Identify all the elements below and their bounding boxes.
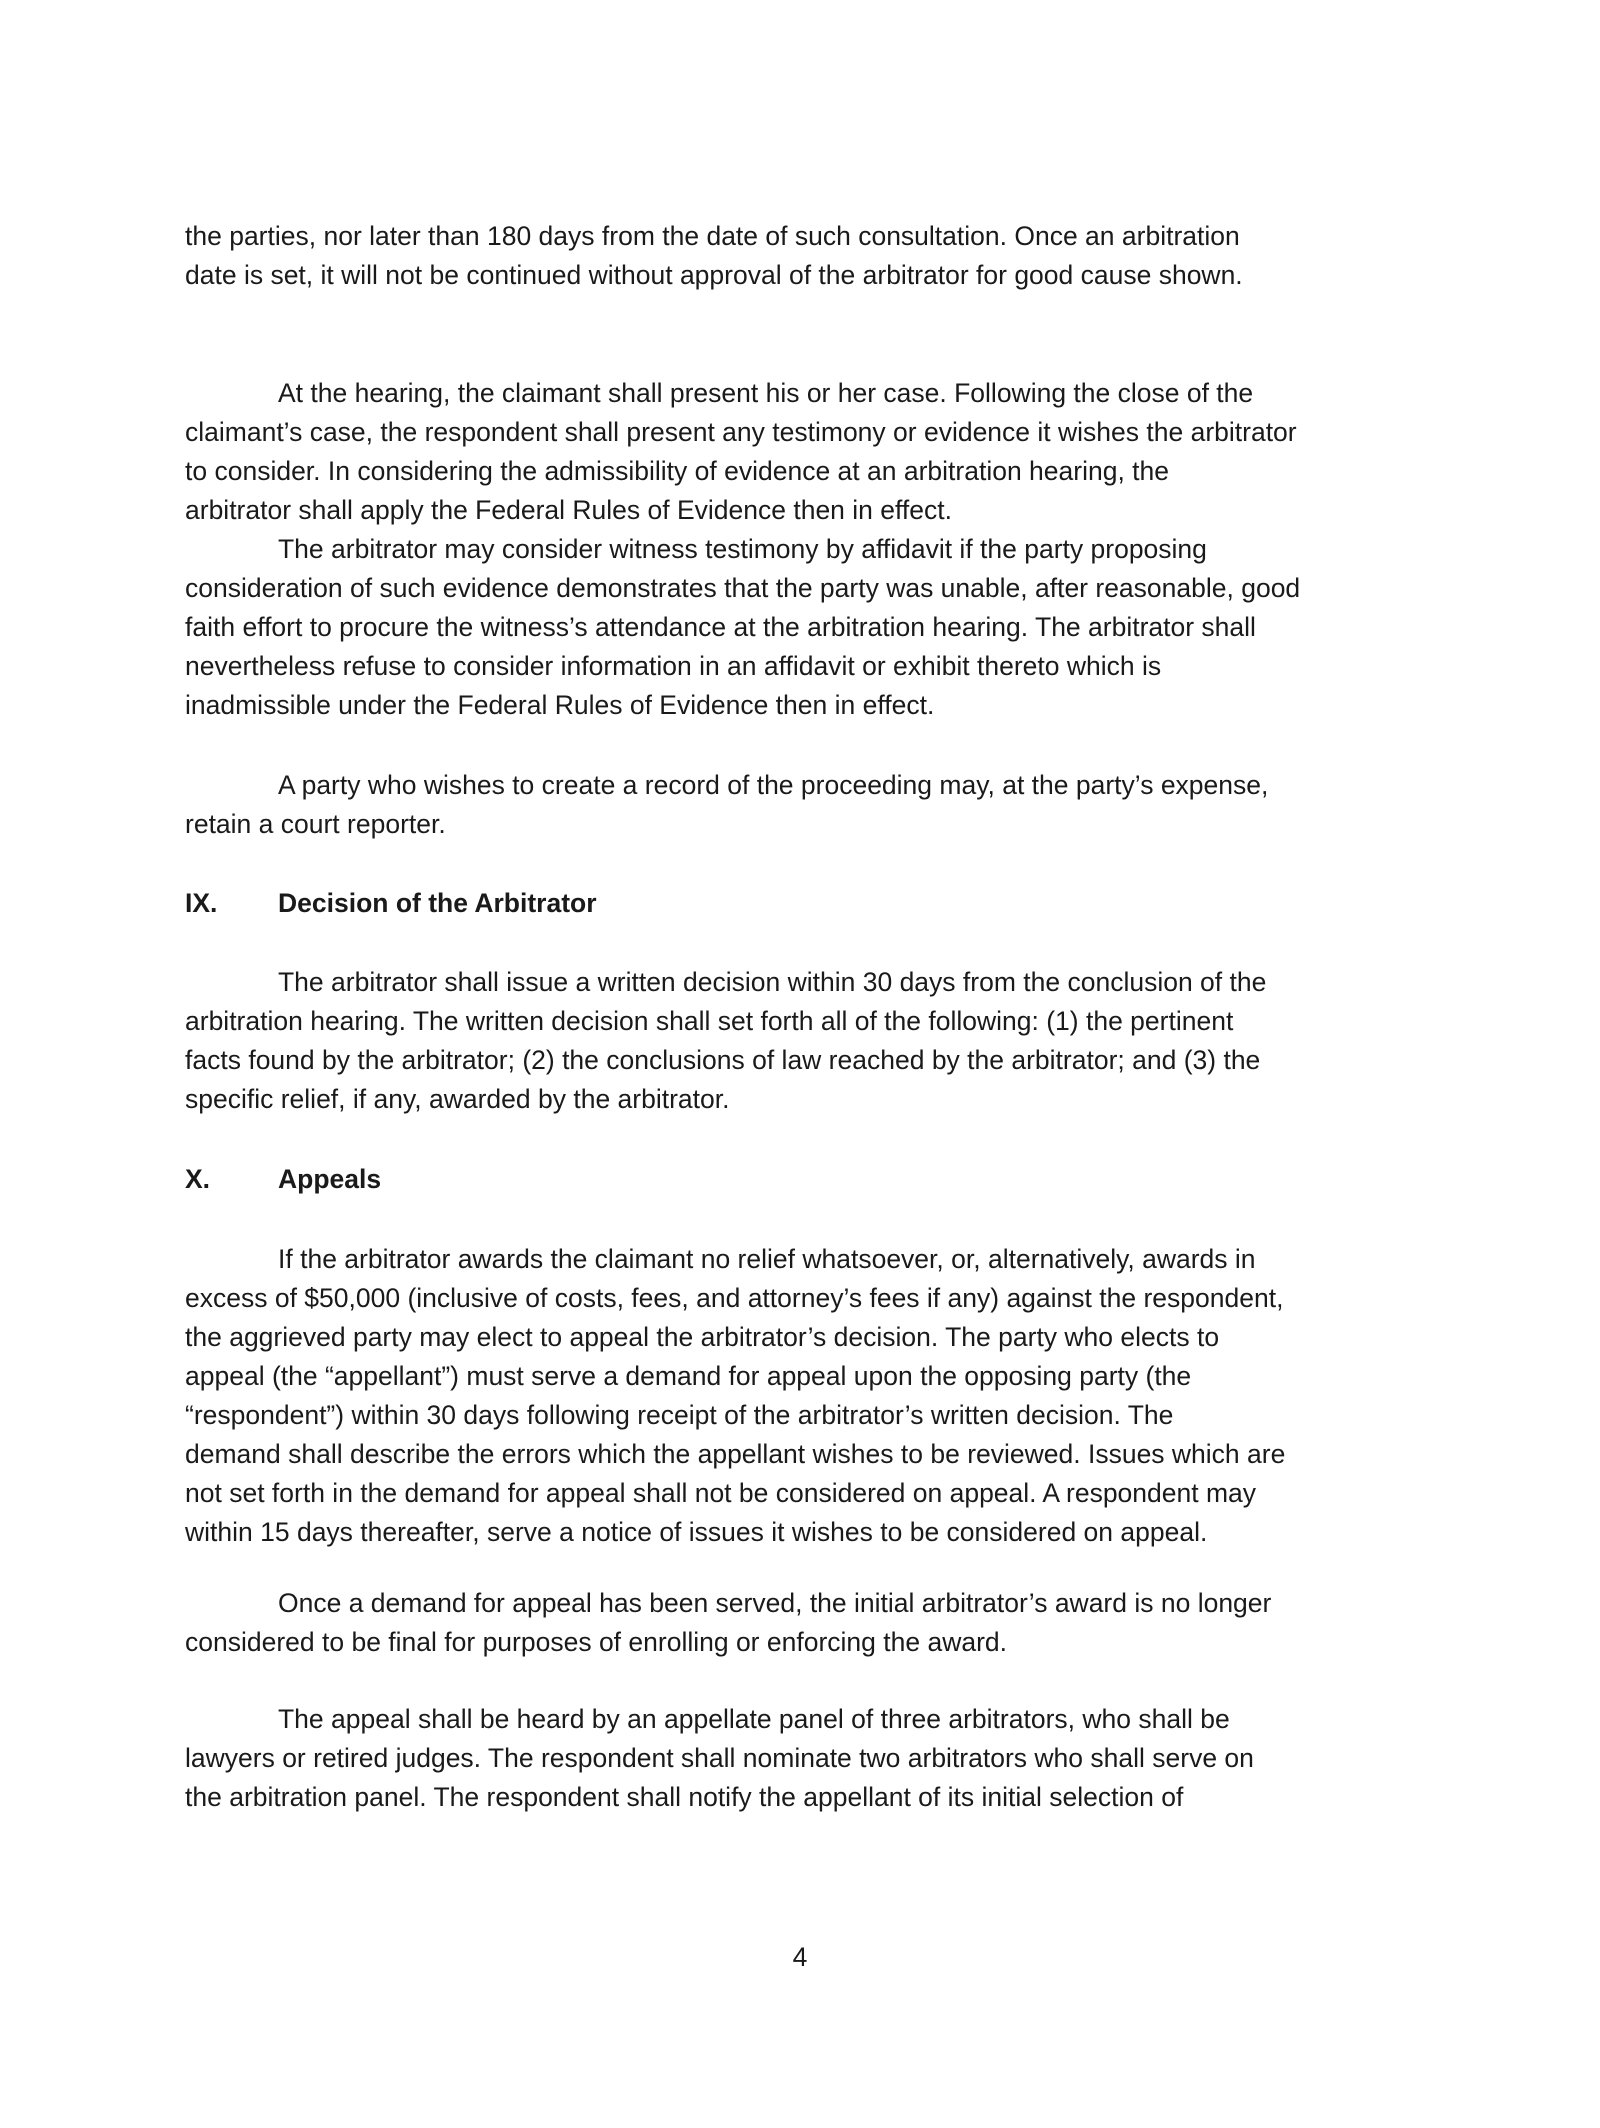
text-line: The arbitrator shall issue a written decision within 30 days from the conclusion of the — [278, 967, 1267, 997]
paragraph-hearing — [185, 374, 1415, 530]
text-line: to consider. In considering the admissibility of evidence at an arbitration hearing, the — [185, 456, 1170, 486]
text-line: consideration of such evidence demonstrates that the party was unable, after reasonable, good — [185, 573, 1301, 603]
paragraph-appellate-panel — [185, 1700, 1415, 1817]
text-line: within 15 days thereafter, serve a notice of issues it wishes to be considered on appeal. — [185, 1517, 1208, 1547]
text-line: the parties, nor later than 180 days from the date of such consultation. Once an arbitration — [185, 221, 1240, 251]
paragraph-affidavit — [185, 530, 1415, 725]
text-line: arbitration hearing. The written decision shall set forth all of the following: (1) the pertinent — [185, 1006, 1234, 1036]
text-line: facts found by the arbitrator; (2) the conclusions of law reached by the arbitrator; and (3) the — [185, 1045, 1261, 1075]
text-line: appeal (the “appellant”) must serve a demand for appeal upon the opposing party (the — [185, 1361, 1192, 1391]
text-line: specific relief, if any, awarded by the arbitrator. — [185, 1084, 730, 1114]
text-line: arbitrator shall apply the Federal Rules of Evidence then in effect. — [185, 495, 952, 525]
text-line: lawyers or retired judges. The respondent shall nominate two arbitrators who shall serve on — [185, 1743, 1254, 1773]
paragraph-court-reporter — [185, 766, 1415, 844]
text-line: If the arbitrator awards the claimant no relief whatsoever, or, alternatively, awards in — [278, 1244, 1256, 1274]
paragraph-written-decision — [185, 963, 1415, 1119]
text-line: demand shall describe the errors which the appellant wishes to be reviewed. Issues which are — [185, 1439, 1286, 1469]
text-line: At the hearing, the claimant shall present his or her case. Following the close of the — [278, 378, 1254, 408]
section-title: Decision of the Arbitrator — [278, 888, 597, 918]
text-line: “respondent”) within 30 days following receipt of the arbitrator’s written decision. The — [185, 1400, 1174, 1430]
paragraph-arbitration-date — [185, 217, 1415, 295]
text-line: inadmissible under the Federal Rules of Evidence then in effect. — [185, 690, 935, 720]
text-line: A party who wishes to create a record of the proceeding may, at the party’s expense, — [278, 770, 1269, 800]
text-line: Once a demand for appeal has been served, the initial arbitrator’s award is no longer — [278, 1588, 1272, 1618]
page-number: 4 — [792, 1942, 808, 1972]
paragraph-award-not-final — [185, 1584, 1415, 1662]
text-line: considered to be final for purposes of enrolling or enforcing the award. — [185, 1627, 1007, 1657]
paragraph-appeal-rights — [185, 1240, 1415, 1552]
text-line: retain a court reporter. — [185, 809, 446, 839]
section-heading-x — [185, 1160, 381, 1199]
text-line: faith effort to procure the witness’s attendance at the arbitration hearing. The arbitrator shall — [185, 612, 1256, 642]
text-line: claimant’s case, the respondent shall present any testimony or evidence it wishes the arbitrator — [185, 417, 1297, 447]
text-line: not set forth in the demand for appeal shall not be considered on appeal. A respondent may — [185, 1478, 1257, 1508]
text-line: The arbitrator may consider witness testimony by affidavit if the party proposing — [278, 534, 1207, 564]
text-line: the arbitration panel. The respondent shall notify the appellant of its initial selection of — [185, 1782, 1184, 1812]
section-title: Appeals — [278, 1164, 382, 1194]
section-heading-ix — [185, 884, 597, 923]
text-line: excess of $50,000 (inclusive of costs, fees, and attorney’s fees if any) against the respondent, — [185, 1283, 1284, 1313]
text-line: nevertheless refuse to consider information in an affidavit or exhibit thereto which is — [185, 651, 1162, 681]
text-line: The appeal shall be heard by an appellate panel of three arbitrators, who shall be — [278, 1704, 1230, 1734]
section-number: IX. — [185, 888, 218, 918]
text-line: date is set, it will not be continued without approval of the arbitrator for good cause shown. — [185, 260, 1243, 290]
text-line: the aggrieved party may elect to appeal the arbitrator’s decision. The party who elects to — [185, 1322, 1220, 1352]
section-number: X. — [185, 1164, 211, 1194]
